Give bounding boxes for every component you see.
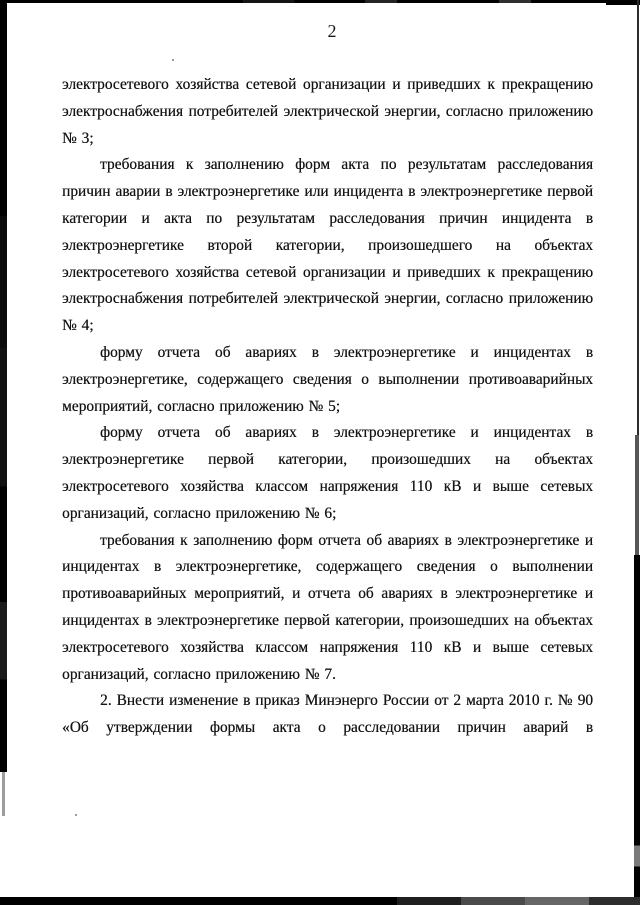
scan-edge-left bbox=[0, 0, 7, 772]
paragraph-appendix-5: форму отчета об авариях в электроэнергетике и инцидентах в электроэнергетике, содержащего сведения о выполнении противоаварийных мероприятий, согласно приложению № 5; bbox=[62, 343, 593, 415]
scan-corner-top-right bbox=[606, 0, 640, 5]
document-body bbox=[62, 72, 593, 742]
paragraph-item-2-order-90: 2. Внести изменение в приказ Минэнерго России от 2 марта 2010 г. № 90 «Об утверждении формы акта о расследовании причин аварий в bbox=[62, 692, 593, 737]
scan-speck bbox=[172, 59, 174, 61]
scan-speck bbox=[75, 814, 77, 816]
page-number: 2 bbox=[327, 21, 337, 41]
scan-edge-right-lower bbox=[634, 555, 640, 905]
paragraph-appendix-3: электросетевого хозяйства сетевой организации и приведших к прекращению электроснабжения потребителей электрической энергии, согласно приложению № 3; bbox=[62, 76, 593, 147]
scan-edge-right-upper bbox=[637, 0, 639, 435]
paragraph-appendix-6: форму отчета об авариях в электроэнергетике и инцидентах в электроэнергетике первой категории, произошедших на объектах электросетевого хозяйства классом напряжения 110 кВ и выше сетевых организаций, согласно приложению № 6; bbox=[62, 424, 593, 522]
paragraph-appendix-7: требования к заполнению форм отчета об авариях в электроэнергетике и инцидентах в электроэнергетике, содержащего сведения о выполнении противоаварийных мероприятий, и отчета об авариях в электроэнергетике и инцидентах в электроэнергетике первой категории, произошедших на объектах электросетевого хозяйства классом напряжения 110 кВ и выше сетевых организаций, согласно приложению № 7. bbox=[62, 531, 593, 683]
paragraph-appendix-4: требования к заполнению форм акта по результатам расследования причин аварии в электроэнергетике или инцидента в электроэнергетике первой категории и акта по результатам расследования причин инцидента в электроэнергетике второй категории, произошедшего на объектах электросетевого хозяйства сетевой организации и приведших к прекращению электроснабжения потребителей электрической энергии, согласно приложению № 4; bbox=[62, 156, 593, 335]
scan-edge-top bbox=[0, 0, 640, 3]
scan-edge-left-remnant bbox=[2, 772, 5, 816]
scan-edge-bottom bbox=[0, 897, 640, 905]
scan-edge-right-middle bbox=[635, 435, 639, 555]
